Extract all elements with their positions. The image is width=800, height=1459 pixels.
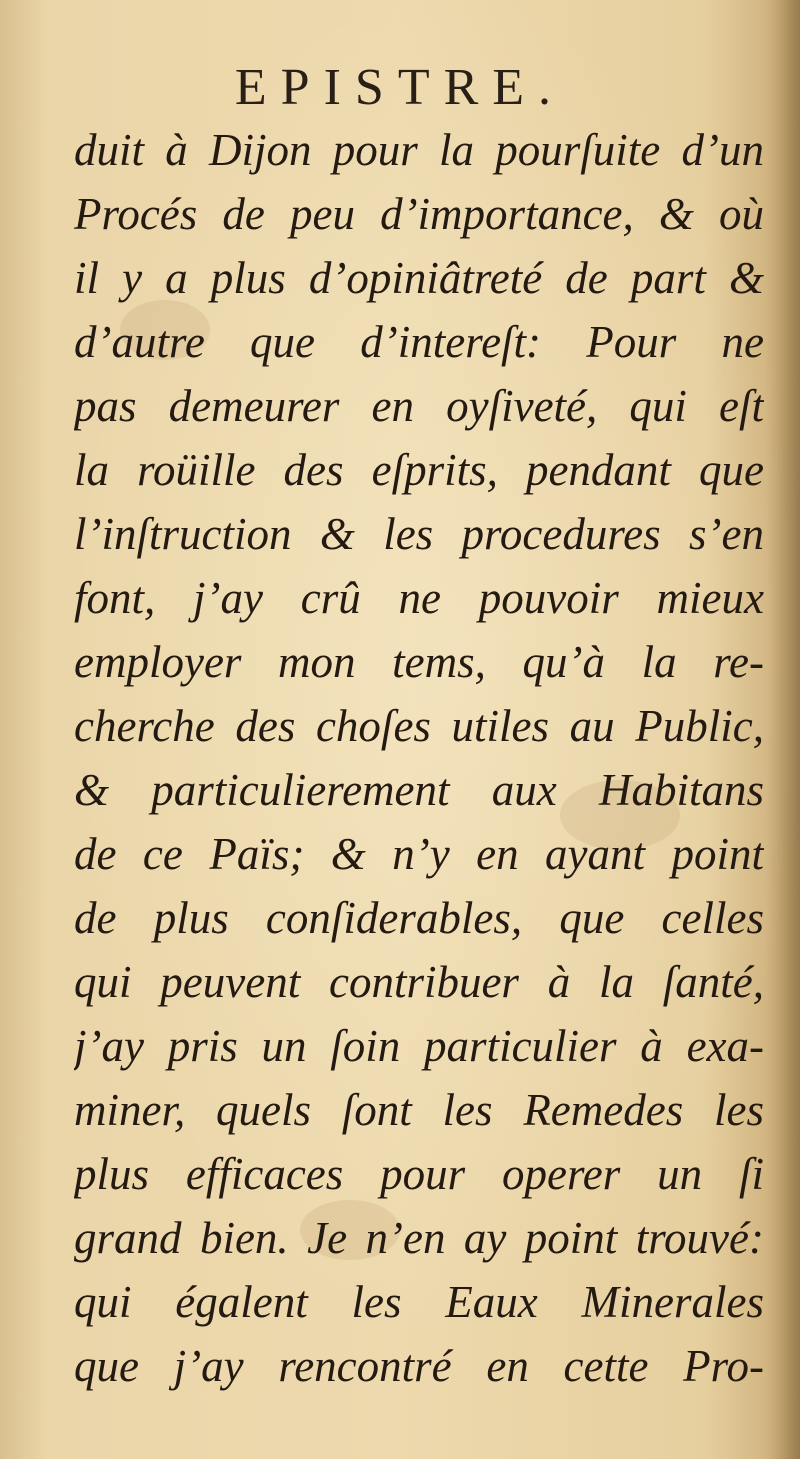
text-line: font, j’ay crû ne pouvoir mieux [74,573,764,623]
text-line: que j’ay rencontré en cette Pro- [74,1341,764,1391]
text-line: j’ay pris un ſoin particulier à exa- [74,1021,764,1071]
text-line: duit à Dijon pour la pourſuite d’un [74,125,764,175]
running-head: EPISTRE. [234,59,566,116]
text-line: miner, quels ſont les Remedes les [74,1085,764,1135]
text-line: il y a plus d’opiniâtreté de part & [74,253,764,303]
page-edge-shadow [766,0,800,1459]
text-line: l’inſtruction & les procedures s’en [74,509,764,559]
text-line: pas demeurer en oyſiveté, qui eſt [74,381,764,431]
text-line: & particulierement aux Habitans [74,765,764,815]
text-line: qui égalent les Eaux Minerales [74,1277,764,1327]
text-line: Procés de peu d’importance, & où [74,189,764,239]
text-line: la roüille des eſprits, pendant que [74,445,764,495]
text-line: d’autre que d’intereſt: Pour ne [74,317,764,367]
text-line: de plus conſiderables, que celles [74,893,764,943]
body-text [74,118,764,1398]
text-line: cherche des choſes utiles au Public, [74,701,764,751]
text-line: qui peuvent contribuer à la ſanté, [74,957,764,1007]
text-line: de ce Païs; & n’y en ayant point [74,829,764,879]
text-line: employer mon tems, qu’à la re- [74,637,764,687]
text-line: plus efficaces pour operer un ſi [74,1149,764,1199]
text-line: grand bien. Je n’en ay point trouvé: [74,1213,764,1263]
